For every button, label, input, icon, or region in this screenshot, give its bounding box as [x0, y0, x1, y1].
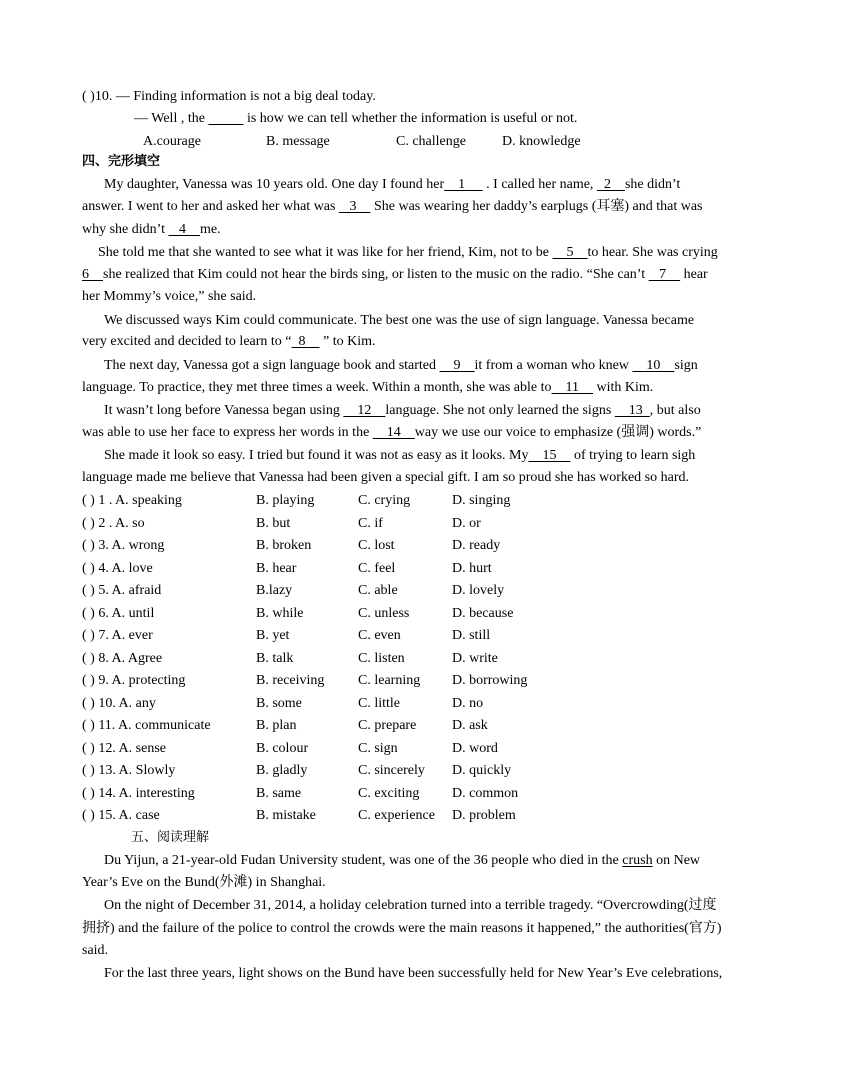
cloze-line-2: [82, 198, 703, 216]
option-d: D. hurt: [452, 560, 492, 576]
answer-blank: 12: [343, 403, 386, 418]
option-b: B. hear: [256, 560, 297, 576]
passage-text: We discussed ways Kim could communicate. The best one was the use of sign language. Vanessa became: [104, 313, 695, 328]
q10-option-c: C. challenge: [396, 134, 466, 149]
question-number-option-a: ( ) 12. A. sense: [82, 740, 166, 756]
option-c: C. learning: [358, 673, 421, 688]
option-b: B. playing: [256, 493, 315, 508]
q10-blank: [208, 111, 243, 126]
answer-blank: 15: [528, 448, 571, 463]
passage-text: . I called her name,: [482, 177, 597, 192]
option-c: C. little: [358, 695, 400, 711]
question-number-option-a: ( ) 4. A. love: [82, 560, 153, 576]
option-d: D. because: [452, 605, 514, 621]
reading-line-1: [104, 852, 700, 870]
question-number-option-a: ( ) 5. A. afraid: [82, 583, 162, 598]
option-d: D. borrowing: [452, 673, 528, 688]
question-number-option-a: ( ) 1 . A. speaking: [82, 493, 182, 508]
passage-text: language made me believe that Vanessa had been given a special gift. I am so proud she has worked so hard.: [82, 470, 689, 485]
cloze-line-5: [82, 266, 708, 284]
passage-text: , but also: [649, 403, 701, 418]
question-number-option-a: ( ) 13. A. Slowly: [82, 763, 176, 778]
passage-text: was able to use her face to express her words in the: [82, 425, 373, 440]
cloze-line-9: [104, 357, 698, 375]
cloze-heading: 四、完形填空: [82, 154, 161, 169]
passage-text: very excited and decided to learn to “: [82, 334, 292, 349]
question-number-option-a: ( ) 10. A. any: [82, 695, 156, 711]
passage-text: she realized that Kim could not hear the birds sing, or listen to the music on the radio. “She can’t: [103, 267, 649, 282]
passage-text: Year’s Eve on the Bund(外滩) in Shanghai.: [82, 875, 326, 890]
q10-reply-end: is how we can tell whether the information is useful or not.: [243, 111, 578, 126]
option-b: B. gladly: [256, 763, 308, 778]
passage-text: of trying to learn sigh: [570, 448, 696, 463]
q10-reply-start: — Well , the: [134, 111, 209, 126]
question-number-option-a: ( ) 8. A. Agree: [82, 650, 163, 666]
option-b: B. some: [256, 695, 302, 711]
option-c: C. feel: [358, 560, 396, 576]
answer-blank: crush: [622, 853, 653, 868]
answer-blank: 10: [632, 358, 675, 373]
option-b: B. while: [256, 605, 304, 621]
passage-text: The next day, Vanessa got a sign language book and started: [104, 358, 440, 373]
option-c: C. even: [358, 628, 401, 643]
passage-text: with Kim.: [593, 380, 654, 395]
option-c: C. sincerely: [358, 763, 425, 778]
cloze-line-4: [98, 244, 718, 262]
cloze-line-1: [104, 176, 680, 194]
answer-blank: 14: [372, 425, 415, 440]
passage-text: For the last three years, light shows on the Bund have been successfully held for New Year’s Eve celebrations,: [104, 966, 723, 981]
option-b: B. plan: [256, 718, 297, 733]
passage-text: it from a woman who knew: [474, 358, 633, 373]
option-d: D. write: [452, 650, 498, 666]
passage-text: she didn’t: [624, 177, 681, 192]
option-b: B. talk: [256, 650, 294, 666]
passage-text: ” to Kim.: [319, 334, 376, 349]
q10-stem: ( )10. — Finding information is not a big deal today.: [82, 89, 376, 104]
option-d: D. singing: [452, 493, 511, 508]
option-d: D. still: [452, 628, 491, 643]
option-c: C. sign: [358, 740, 398, 756]
option-b: B. colour: [256, 740, 309, 756]
cloze-line-11: [104, 402, 701, 420]
option-c: C. listen: [358, 650, 405, 666]
passage-text: way we use our voice to emphasize (强调) words.”: [414, 425, 702, 440]
option-d: D. ask: [452, 718, 488, 733]
passage-text: hear: [680, 267, 708, 282]
option-b: B. yet: [256, 628, 290, 643]
question-number-option-a: ( ) 6. A. until: [82, 605, 155, 621]
question-number-option-a: ( ) 2 . A. so: [82, 515, 145, 531]
q10-reply: [134, 110, 577, 128]
passage-text: language. To practice, they met three times a week. Within a month, she was able to: [82, 380, 552, 395]
option-c: C. lost: [358, 538, 395, 553]
option-c: C. if: [358, 515, 383, 531]
question-number-option-a: ( ) 3. A. wrong: [82, 538, 165, 553]
q10-option-d: D. knowledge: [502, 134, 581, 149]
option-d: D. problem: [452, 808, 516, 823]
option-c: C. prepare: [358, 718, 417, 733]
passage-text: She was wearing her daddy’s earplugs (耳塞) and that was: [370, 199, 703, 214]
option-c: C. able: [358, 583, 398, 598]
passage-text: to hear. She was crying: [587, 245, 718, 260]
passage-text: It wasn’t long before Vanessa began using: [104, 403, 344, 418]
option-b: B. mistake: [256, 808, 316, 823]
option-c: C. crying: [358, 493, 411, 508]
passage-text: She made it look so easy. I tried but found it was not as easy as it looks. My: [104, 448, 529, 463]
passage-text: Du Yijun, a 21-year-old Fudan University student, was one of the 36 people who died in the: [104, 853, 623, 868]
question-number-option-a: ( ) 15. A. case: [82, 808, 160, 823]
question-number-option-a: ( ) 7. A. ever: [82, 628, 153, 643]
passage-text: her Mommy’s voice,” she said.: [82, 289, 257, 304]
answer-blank: 9: [439, 358, 475, 373]
reading-line-6: [104, 965, 722, 983]
option-d: D. quickly: [452, 763, 512, 778]
passage-text: On the night of December 31, 2014, a holiday celebration turned into a terrible tragedy. “Overcrowding(过度: [104, 898, 717, 913]
cloze-line-12: [82, 424, 701, 442]
passage-text: sign: [674, 358, 698, 373]
answer-blank: 3: [338, 199, 371, 214]
passage-text: My daughter, Vanessa was 10 years old. One day I found her: [104, 177, 445, 192]
cloze-line-6: [82, 288, 256, 306]
option-b: B. broken: [256, 538, 312, 553]
q10-option-a: A.courage: [143, 134, 201, 149]
question-number-option-a: ( ) 9. A. protecting: [82, 673, 186, 688]
answer-blank: 11: [551, 380, 593, 395]
passage-text: 拥挤) and the failure of the police to control the crowds were the main reasons it happened,” the authorities(官方): [82, 921, 722, 936]
option-d: D. lovely: [452, 583, 505, 598]
q10-option-b: B. message: [266, 134, 330, 149]
answer-blank: 8: [291, 334, 320, 349]
answer-blank: 6: [82, 267, 103, 282]
passage-text: She told me that she wanted to see what it was like for her friend, Kim, not to be: [98, 245, 553, 260]
option-b: B.lazy: [256, 583, 293, 598]
option-d: D. or: [452, 515, 481, 531]
question-number-option-a: ( ) 14. A. interesting: [82, 785, 195, 801]
reading-heading: 五、阅读理解: [131, 830, 210, 845]
passage-text: language. She not only learned the signs: [385, 403, 615, 418]
answer-blank: 2: [596, 177, 625, 192]
cloze-line-3: [82, 221, 221, 239]
cloze-line-13: [104, 447, 695, 465]
option-b: B. same: [256, 785, 302, 801]
option-c: C. exciting: [358, 785, 420, 801]
reading-line-3: [104, 897, 717, 915]
passage-text: me.: [199, 222, 221, 237]
answer-blank: 5: [552, 245, 588, 260]
reading-line-5: [82, 942, 108, 960]
reading-line-2: [82, 874, 326, 892]
option-c: C. unless: [358, 605, 410, 621]
option-d: D. common: [452, 785, 519, 801]
answer-blank: 4: [168, 222, 200, 237]
cloze-line-10: [82, 379, 653, 397]
option-c: C. experience: [358, 808, 435, 823]
passage-text: on New: [652, 853, 701, 868]
option-b: B. but: [256, 515, 291, 531]
answer-blank: 1: [444, 177, 483, 192]
cloze-line-8: [82, 333, 376, 351]
cloze-line-7: [104, 312, 694, 330]
answer-blank: 13: [614, 403, 650, 418]
cloze-line-14: [82, 469, 689, 487]
option-b: B. receiving: [256, 673, 325, 688]
answer-blank: 7: [648, 267, 681, 282]
reading-line-4: [82, 920, 722, 938]
question-number-option-a: ( ) 11. A. communicate: [82, 718, 211, 733]
option-d: D. word: [452, 740, 498, 756]
passage-text: why she didn’t: [82, 222, 169, 237]
passage-text: answer. I went to her and asked her what was: [82, 199, 339, 214]
option-d: D. no: [452, 695, 484, 711]
passage-text: said.: [82, 943, 109, 958]
option-d: D. ready: [452, 538, 501, 553]
